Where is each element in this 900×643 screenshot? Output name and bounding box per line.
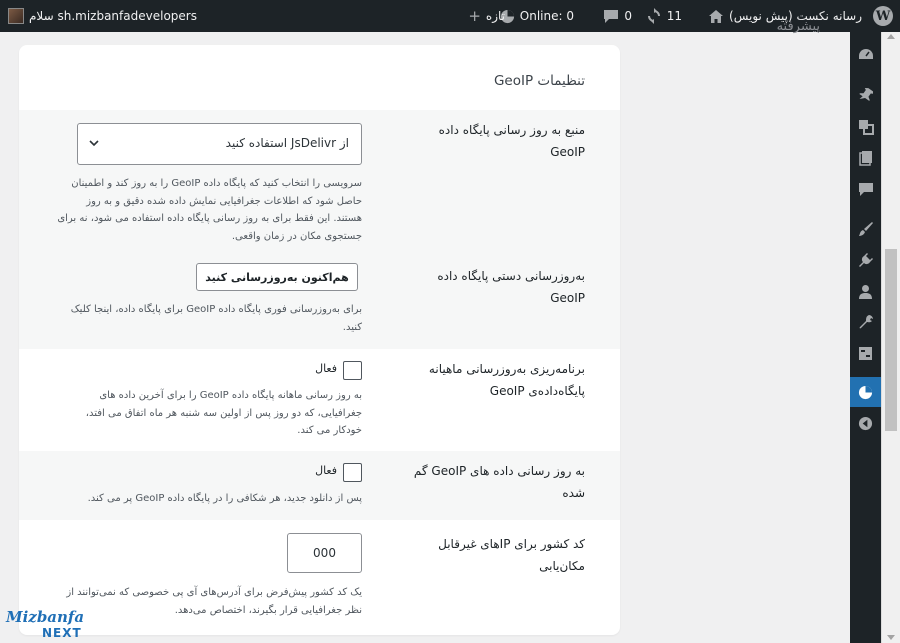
account-greeting: سلام sh.mizbanfadevelopers (29, 9, 197, 23)
field-label: به روز رسانی داده های GeoIP گم شده (413, 464, 585, 500)
menu-appearance[interactable] (850, 214, 881, 244)
update-source-select[interactable] (77, 123, 362, 165)
scroll-up-arrow-icon[interactable] (887, 34, 895, 39)
field-description: یک کد کشور پیش‌فرض برای آدرس‌های آی پی خصوصی که نمی‌توانند از نظر جغرافیایی قرار بگیرند، اختصاص می‌دهد. (66, 587, 362, 616)
wordpress-logo-menu[interactable] (866, 0, 900, 32)
scrollbar-thumb[interactable] (885, 249, 897, 431)
field-description: به روز رسانی ماهانه پایگاه داده GeoIP را برای آخرین داده های جغرافیایی، که دو روز پس از اولین سه شنبه هر ماه اتفاق می افتد، خودکار می کند. (85, 390, 362, 436)
logo-wordmark: Mizbanfa (6, 608, 85, 626)
menu-pages[interactable] (850, 143, 881, 173)
collapse-menu[interactable] (850, 408, 881, 438)
missing-data-checkbox[interactable] (343, 463, 362, 482)
field-label: کد کشور برای IPهای غیرقابل مکان‌یابی (438, 537, 585, 573)
comment-icon (603, 9, 619, 24)
field-label: منبع به روز رسانی پایگاه داده GeoIP (438, 123, 585, 159)
plus-icon: + (468, 7, 481, 25)
admin-sidebar-menu (850, 32, 881, 643)
menu-dashboard[interactable] (850, 40, 881, 70)
checkbox-label: فعال (315, 464, 337, 477)
field-label: به‌روزرسانی دستی پایگاه داده GeoIP (437, 269, 585, 305)
brush-icon (858, 221, 874, 237)
menu-tools[interactable] (850, 307, 881, 337)
dashboard-icon (858, 48, 874, 62)
site-name: رسانه نکست (پیش نویس) (729, 9, 862, 23)
wordpress-logo-icon: W (873, 6, 893, 26)
comments-count: 0 (624, 9, 632, 23)
comments-icon (858, 182, 874, 197)
settings-row-country-code (19, 520, 620, 635)
menu-posts[interactable] (850, 80, 881, 110)
settings-icon (858, 346, 873, 361)
mizbanfa-logo (6, 608, 102, 641)
avatar (8, 8, 24, 24)
logo-subtitle: NEXT (42, 626, 82, 640)
page-scrollbar[interactable] (881, 32, 900, 643)
home-icon (708, 9, 724, 24)
pages-icon (859, 150, 873, 166)
updates-count: 11 (666, 9, 682, 23)
settings-row-manual-update (19, 252, 620, 349)
updates-icon (646, 8, 662, 24)
menu-media[interactable] (850, 112, 881, 142)
plugin-icon (858, 252, 874, 268)
statistics-pie-icon (858, 385, 873, 400)
my-account-menu[interactable] (8, 0, 197, 32)
online-count: Online: 0 (519, 9, 574, 23)
comments-menu[interactable] (603, 0, 632, 32)
settings-row-update-source (19, 110, 620, 252)
menu-statistics[interactable] (850, 377, 881, 407)
media-icon (858, 119, 874, 135)
collapse-arrow-icon (858, 416, 873, 431)
user-icon (858, 284, 873, 299)
new-label: تازه (485, 9, 505, 23)
select-value: از JsDelivr استفاده کنید (225, 136, 349, 150)
previous-section-heading: پیشرفته (776, 19, 820, 34)
menu-comments[interactable] (850, 174, 881, 204)
geoip-settings-card (19, 45, 620, 635)
chevron-down-icon (88, 138, 100, 148)
scroll-down-arrow-icon[interactable] (887, 635, 895, 640)
updates-menu[interactable] (646, 0, 682, 32)
pin-icon (859, 87, 873, 103)
settings-row-missing-data (19, 451, 620, 520)
new-content-menu[interactable] (468, 0, 505, 32)
country-code-input[interactable]: 000 (287, 533, 362, 573)
menu-settings[interactable] (850, 338, 881, 368)
field-description: برای به‌روزرسانی فوری پایگاه داده GeoIP برای پایگاه داده، اینجا کلیک کنید. (70, 304, 362, 333)
update-now-button[interactable]: هم‌اکنون به‌روزرسانی کنید (196, 263, 358, 291)
field-description: پس از دانلود جدید، هر شکافی را در پایگاه داده GeoIP پر می کند. (87, 493, 362, 504)
monthly-update-checkbox[interactable] (343, 361, 362, 380)
card-title: تنظیمات GeoIP (493, 73, 585, 89)
settings-row-monthly-schedule (19, 349, 620, 451)
field-description: سرویسی را انتخاب کنید که پایگاه داده GeoIP را به روز کند و اطمینان حاصل شود که اطلاعات جغرافیایی نمایش داده شده دقیق و به روز هستند. این فقط برای به روز رسانی پایگاه داده استفاده می شود، نه برای جستجوی مکان در زمان واقعی. (57, 178, 362, 242)
field-label: برنامه‌ریزی به‌روزرسانی ماهیانه پایگاه‌داده‌ی GeoIP (428, 362, 585, 398)
menu-users[interactable] (850, 276, 881, 306)
menu-plugins[interactable] (850, 245, 881, 275)
wrench-icon (858, 314, 874, 330)
checkbox-label: فعال (315, 362, 337, 375)
online-users-menu[interactable] (500, 0, 574, 32)
